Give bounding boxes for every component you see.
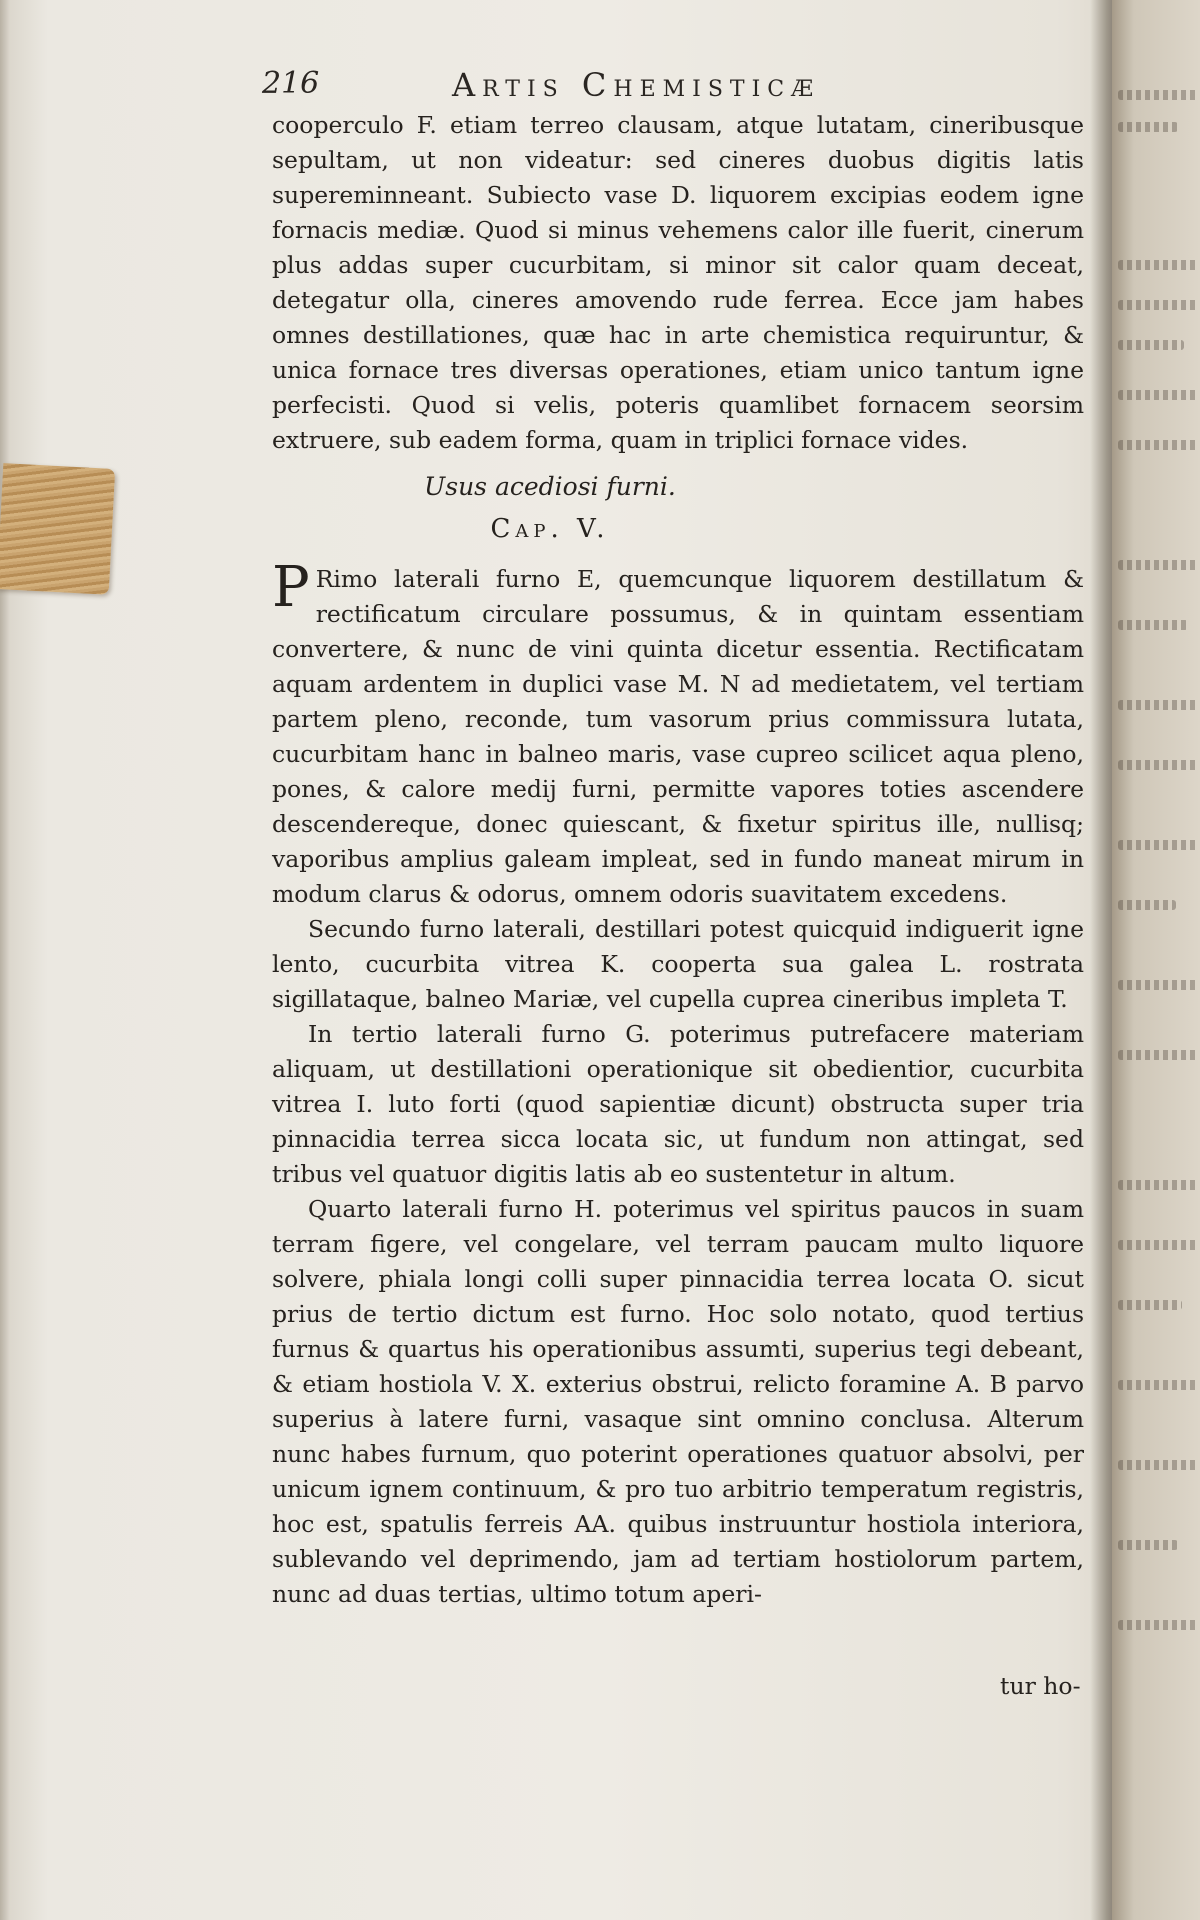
catchword: tur ho- <box>1000 1672 1081 1700</box>
paragraph-top <box>272 108 1084 458</box>
paragraph-text: Secundo furno laterali, destillari potest quicquid indiguerit igne lento, cucurbita vitrea K. cooperta sua galea L. rostrata sigillataque, balneo Mariæ, vel cupella cuprea cineribus impleta T. <box>272 915 1084 1013</box>
section-heading: Usus acediosi furni. <box>424 472 676 501</box>
paragraph-text: cooperculo F. etiam terreo clausam, atque lutatam, cineribusque sepultam, ut non videatur: sed cineres duobus digitis latis supereminneant. Subiecto vase D. liquorem excipias eodem igne fornacis mediæ. Quod si minus vehemens calor ille fuerit, cinerum plus addas super cucurbitam, si minor sit calor quam deceat, detegatur olla, cineres amovendo rude ferrea. Ecce jam habes omnes destillationes, quæ hac in arte chemistica requiruntur, & unica fornace tres diversas operationes, etiam unico tantum igne perfecisti. Quod si velis, poteris quamlibet fornacem seorsim extruere, sub eadem forma, quam in triplici fornace vides. <box>272 111 1084 454</box>
chapter-heading: Cap. V. <box>490 514 610 544</box>
paragraph-text: Quarto laterali furno H. poterimus vel spiritus paucos in suam terram figere, vel congelare, vel terram paucam multo liquore solvere, phiala longi colli super pinnacidia terrea locata O. sicut prius de tertio dictum est furno. Hoc solo notato, quod tertius furnus & quartus his operationibus assumti, superius tegi debeant, & etiam hostiola V. X. exterius obstrui, relicto foramine A. B parvo superius à latere furni, vasaque sint omnino conclusa. Alterum nunc habes furnum, quo poterint operationes quatuor absolvi, per unicum ignem continuum, & pro tuo arbitrio temperatum registris, hoc est, spatulis ferreis AA. quibus instruuntur hostiola interiora, sublevando vel deprimendo, jam ad tertiam hostiolorum partem, nunc ad duas tertias, ultimo totum aperi- <box>272 1195 1084 1608</box>
chapter-body <box>272 555 1084 1612</box>
facing-page-bleed <box>1112 0 1200 1920</box>
paragraph-4 <box>272 1192 1084 1612</box>
paragraph-text: In tertio laterali furno G. poterimus putrefacere materiam aliquam, ut destillationi operationique sit obedientior, cucurbita vitrea I. luto forti (quod sapientiæ dicunt) obstructa super tria pinnacidia terrea sicca locata sic, ut fundum non attingat, sed tribus vel quatuor digitis latis ab eo sustentetur in altum. <box>272 1020 1084 1188</box>
paragraph-text: Rimo laterali furno E, quemcunque liquorem destillatum & rectificatum circulare possumus, & in quintam essentiam convertere, & nunc de vini quinta dicetur essentia. Rectificatam aquam ardentem in duplici vase M. N ad medietatem, vel tertiam partem pleno, reconde, tum vasorum prius commissura lutata, cucurbitam hanc in balneo maris, vase cupreo scilicet aqua pleno, pones, & calore medij furni, permitte vapores toties ascendere descendereque, donec quiescant, & fixetur spiritus ille, nullisq; vaporibus amplius galeam impleat, sed in fundo maneat mirum in modum clarus & odorus, omnem odoris suavitatem excedens. <box>272 565 1084 908</box>
drop-cap: P <box>272 555 310 620</box>
running-title: Artis Chemisticæ <box>452 66 821 104</box>
paragraph-1 <box>272 555 1084 912</box>
page-number: 216 <box>262 66 320 101</box>
paragraph-2 <box>272 912 1084 1017</box>
page-edge-left <box>0 0 10 1920</box>
paragraph-3 <box>272 1017 1084 1192</box>
